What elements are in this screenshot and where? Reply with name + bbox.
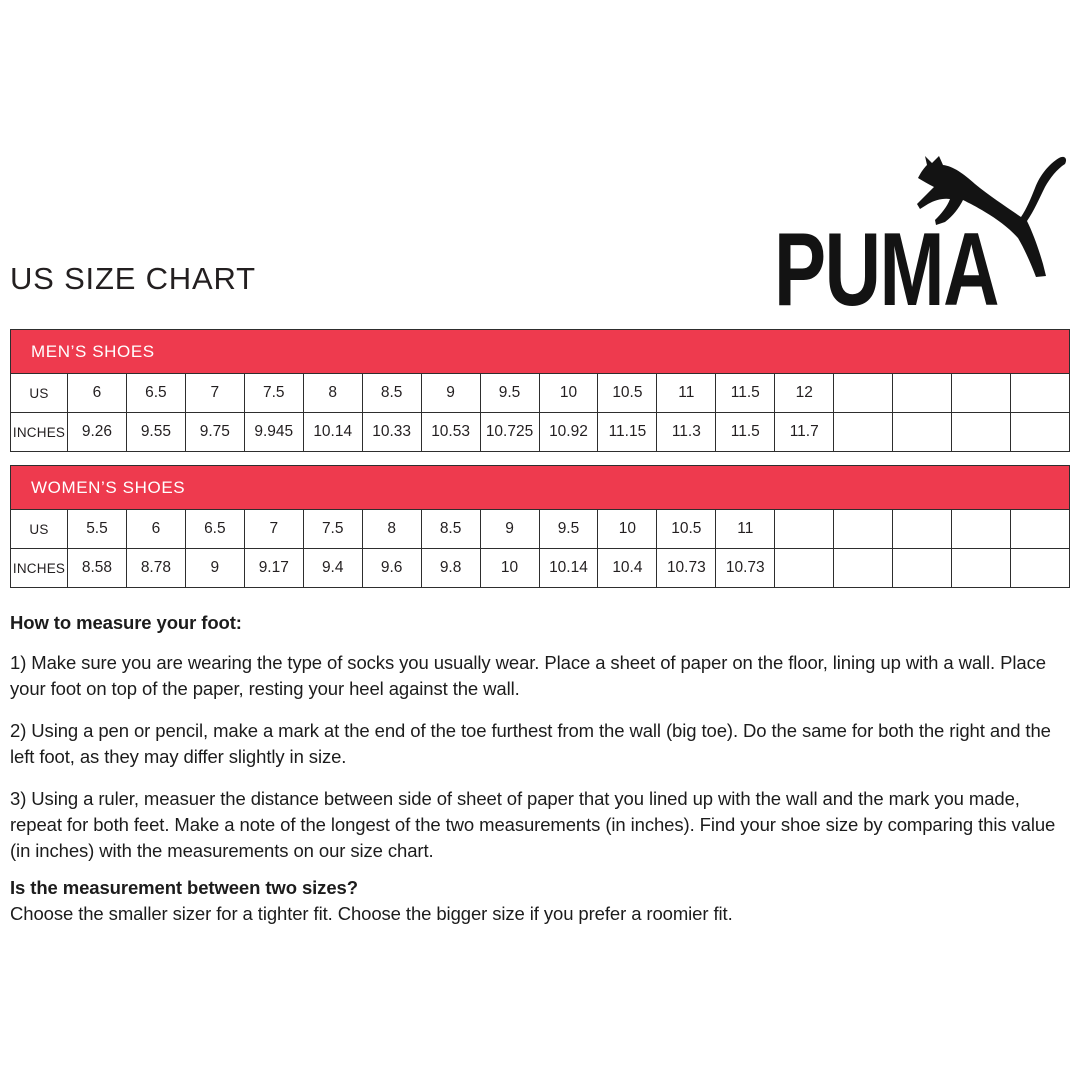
size-cell: 10.53: [421, 413, 480, 452]
size-cell: [893, 374, 952, 413]
size-cell: 11: [657, 374, 716, 413]
size-cell: 9.75: [185, 413, 244, 452]
size-cell: 10.14: [303, 413, 362, 452]
size-cell: 9.5: [480, 374, 539, 413]
size-cell: 10: [598, 510, 657, 549]
row-label-mens-0: US: [11, 374, 68, 413]
size-cell: 10.14: [539, 549, 598, 588]
size-cell: 8: [362, 510, 421, 549]
howto-heading: How to measure your foot:: [10, 612, 242, 633]
size-cell: 7.5: [303, 510, 362, 549]
howto-step-3: 3) Using a ruler, measuer the distance between side of sheet of paper that you lined up with the wall and the mark you made, repeat for both feet. Make a note of the longest of the two measurements (in inches). Find your shoe size by comparing this value (in inches) with the measurements on our size chart.: [10, 788, 1056, 861]
size-cell: 6.5: [126, 374, 185, 413]
size-cell: 9.26: [68, 413, 127, 452]
size-cell: 10: [480, 549, 539, 588]
size-cell: [952, 413, 1011, 452]
page-title: US SIZE CHART: [10, 261, 256, 296]
size-cell: 11.5: [716, 413, 775, 452]
size-cell: 11.7: [775, 413, 834, 452]
size-cell: 9.945: [244, 413, 303, 452]
size-cell: [834, 549, 893, 588]
size-cell: 8.5: [421, 510, 480, 549]
size-cell: [1011, 549, 1070, 588]
size-cell: 10: [539, 374, 598, 413]
size-cell: 10.4: [598, 549, 657, 588]
size-cell: 8.78: [126, 549, 185, 588]
size-cell: 6: [68, 374, 127, 413]
size-cell: 10.73: [716, 549, 775, 588]
size-cell: 9.17: [244, 549, 303, 588]
howto-step-2: 2) Using a pen or pencil, make a mark at the end of the toe furthest from the wall (big toe). Do the same for both the right and the left foot, as they may differ slightly in size.: [10, 720, 1051, 767]
size-cell: 7: [185, 374, 244, 413]
size-table-womens: [10, 465, 1070, 588]
size-cell: 11: [716, 510, 775, 549]
table-row: [11, 374, 1070, 413]
size-cell: 10.5: [657, 510, 716, 549]
size-cell: 5.5: [68, 510, 127, 549]
size-cell: [834, 374, 893, 413]
puma-logo: [772, 138, 1072, 310]
size-cell: 9.6: [362, 549, 421, 588]
size-cell: 8.58: [68, 549, 127, 588]
row-label-mens-1: INCHES: [11, 413, 68, 452]
size-cell: 10.33: [362, 413, 421, 452]
size-cell: 10.73: [657, 549, 716, 588]
size-cell: [952, 549, 1011, 588]
size-cell: 11.15: [598, 413, 657, 452]
howto-step-1: 1) Make sure you are wearing the type of socks you usually wear. Place a sheet of paper on the floor, lining up with a wall. Place your foot on top of the paper, resting your heel against the wall.: [10, 652, 1046, 699]
size-cell: 9.8: [421, 549, 480, 588]
table-row: [11, 549, 1070, 588]
tip-heading: Is the measurement between two sizes?: [10, 877, 358, 898]
tip-body: Choose the smaller sizer for a tighter fit. Choose the bigger size if you prefer a roomier fit.: [10, 903, 733, 924]
row-label-womens-1: INCHES: [11, 549, 68, 588]
size-cell: 6.5: [185, 510, 244, 549]
size-cell: [952, 510, 1011, 549]
size-cell: [775, 510, 834, 549]
size-cell: [834, 510, 893, 549]
size-cell: 9.4: [303, 549, 362, 588]
size-cell: [893, 510, 952, 549]
table-row: [11, 413, 1070, 452]
size-cell: [1011, 413, 1070, 452]
size-cell: 8.5: [362, 374, 421, 413]
size-cell: 10.5: [598, 374, 657, 413]
size-cell: [952, 374, 1011, 413]
size-cell: 10.725: [480, 413, 539, 452]
instructions-section: [10, 610, 1072, 927]
size-table-mens: [10, 329, 1070, 452]
size-cell: 7: [244, 510, 303, 549]
size-cell: 9: [185, 549, 244, 588]
size-cell: 10.92: [539, 413, 598, 452]
size-cell: [775, 549, 834, 588]
size-cell: 9: [480, 510, 539, 549]
size-cell: 11.3: [657, 413, 716, 452]
size-cell: 6: [126, 510, 185, 549]
size-cell: [1011, 510, 1070, 549]
size-cell: 9.55: [126, 413, 185, 452]
size-cell: [893, 413, 952, 452]
size-cell: 7.5: [244, 374, 303, 413]
size-cell: 9.5: [539, 510, 598, 549]
table-row: [11, 510, 1070, 549]
puma-logo-svg: [772, 138, 1072, 310]
table-header-mens: MEN’S SHOES: [11, 330, 1070, 374]
row-label-womens-0: US: [11, 510, 68, 549]
size-cell: [893, 549, 952, 588]
size-cell: 9: [421, 374, 480, 413]
size-cell: 12: [775, 374, 834, 413]
puma-wordmark: PUMA: [774, 212, 998, 310]
size-cell: [834, 413, 893, 452]
size-tables: [10, 329, 1070, 601]
size-cell: [1011, 374, 1070, 413]
size-cell: 11.5: [716, 374, 775, 413]
size-cell: 8: [303, 374, 362, 413]
table-header-womens: WOMEN’S SHOES: [11, 466, 1070, 510]
